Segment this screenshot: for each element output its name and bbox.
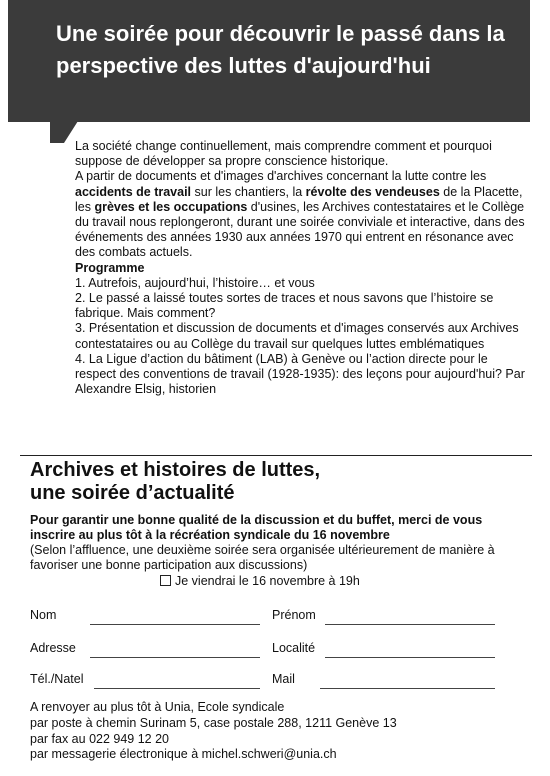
intro-emphasis: révolte des vendeuses — [305, 184, 440, 199]
prenom-label: Prénom — [272, 608, 316, 622]
mail-field[interactable] — [320, 688, 495, 689]
intro-emphasis: grèves et les occupations — [94, 199, 248, 214]
adresse-label: Adresse — [30, 641, 76, 655]
form-title-line-2: une soirée d’actualité — [30, 482, 235, 504]
form-instructions — [30, 513, 500, 573]
intro-text-run: sur les chantiers, la — [191, 184, 306, 199]
page-title: Une soirée pour découvrir le passé dans la perspective des luttes d'aujourd'hui — [56, 21, 505, 78]
adresse-field[interactable] — [90, 657, 260, 658]
return-line-1: A renvoyer au plus tôt à Unia, Ecole syndicale — [30, 700, 285, 714]
nom-label: Nom — [30, 608, 57, 622]
localite-field[interactable] — [325, 657, 495, 658]
intro-paragraph-2 — [75, 169, 525, 260]
return-line-4: par messagerie électronique à michel.schweri@unia.ch — [30, 747, 337, 762]
return-line-3: par fax au 022 949 12 20 — [30, 731, 170, 746]
intro-paragraph-1: La société change continuellement, mais comprendre comment et pourquoi suppose de développer sa propre conscience historique. — [75, 139, 492, 169]
attendance-checkbox[interactable] — [160, 575, 171, 586]
intro-emphasis: accidents de travail — [75, 184, 192, 199]
return-line-2: par poste à chemin Surinam 5, case postale 288, 1211 Genève 13 — [30, 715, 397, 730]
intro-text-run: A partir de documents et d'images d'archives concernant la lutte contre les — [75, 169, 487, 184]
form-title-line-1: Archives et histoires de luttes, — [30, 459, 321, 481]
localite-label: Localité — [272, 641, 316, 655]
programme-item-2: 2. Le passé a laissé toutes sortes de traces et nous savons que l’histoire se fabrique. Mais comment? — [75, 291, 494, 321]
banner-speech-tail — [50, 121, 78, 143]
section-divider — [20, 455, 532, 456]
mail-label: Mail — [272, 672, 295, 686]
programme-item-4: 4. La Ligue d’action du bâtiment (LAB) à Genève ou l’action directe pour le respect des conventions de travail (1928-1935): des leçons pour aujourd'hui? Par Alexandre Elsig, historien — [75, 351, 525, 397]
programme-item-3: 3. Présentation et discussion de documents et d'images conservés aux Archives contestataires ou au Collège du travail sur quelques luttes emblématiques — [75, 321, 519, 351]
tel-field[interactable] — [94, 688, 260, 689]
programme-heading: Programme — [75, 260, 145, 275]
form-instructions-note: (Selon l’affluence, une deuxième soirée sera organisée ultérieurement de manière à favoriser une bonne participation aux discussions) — [30, 543, 495, 572]
prenom-field[interactable] — [325, 624, 495, 625]
programme-item-1: 1. Autrefois, aujourd’hui, l’histoire… et vous — [75, 275, 315, 290]
intro-text-run: d'usines, les Archives contestataires et le Collège du travail nous replongeront, durant une soirée conviviale et interactive, dans des événements des années 1930 aux années 1970 qui entrent en résonance avec des combats actuels. — [75, 199, 525, 260]
intro-text-run: de la Placette, les — [75, 184, 523, 214]
form-title — [30, 459, 510, 505]
nom-field[interactable] — [90, 624, 260, 625]
form-instructions-bold: Pour garantir une bonne qualité de la discussion et du buffet, merci de vous inscrire au plus tôt à la récréation syndicale du 16 novembre — [30, 513, 483, 542]
attendance-checkbox-label: Je viendrai le 16 novembre à 19h — [175, 574, 360, 588]
attendance-checkbox-row — [160, 574, 360, 588]
return-instructions — [30, 700, 510, 763]
intro-text — [75, 139, 525, 397]
tel-label: Tél./Natel — [30, 672, 84, 686]
